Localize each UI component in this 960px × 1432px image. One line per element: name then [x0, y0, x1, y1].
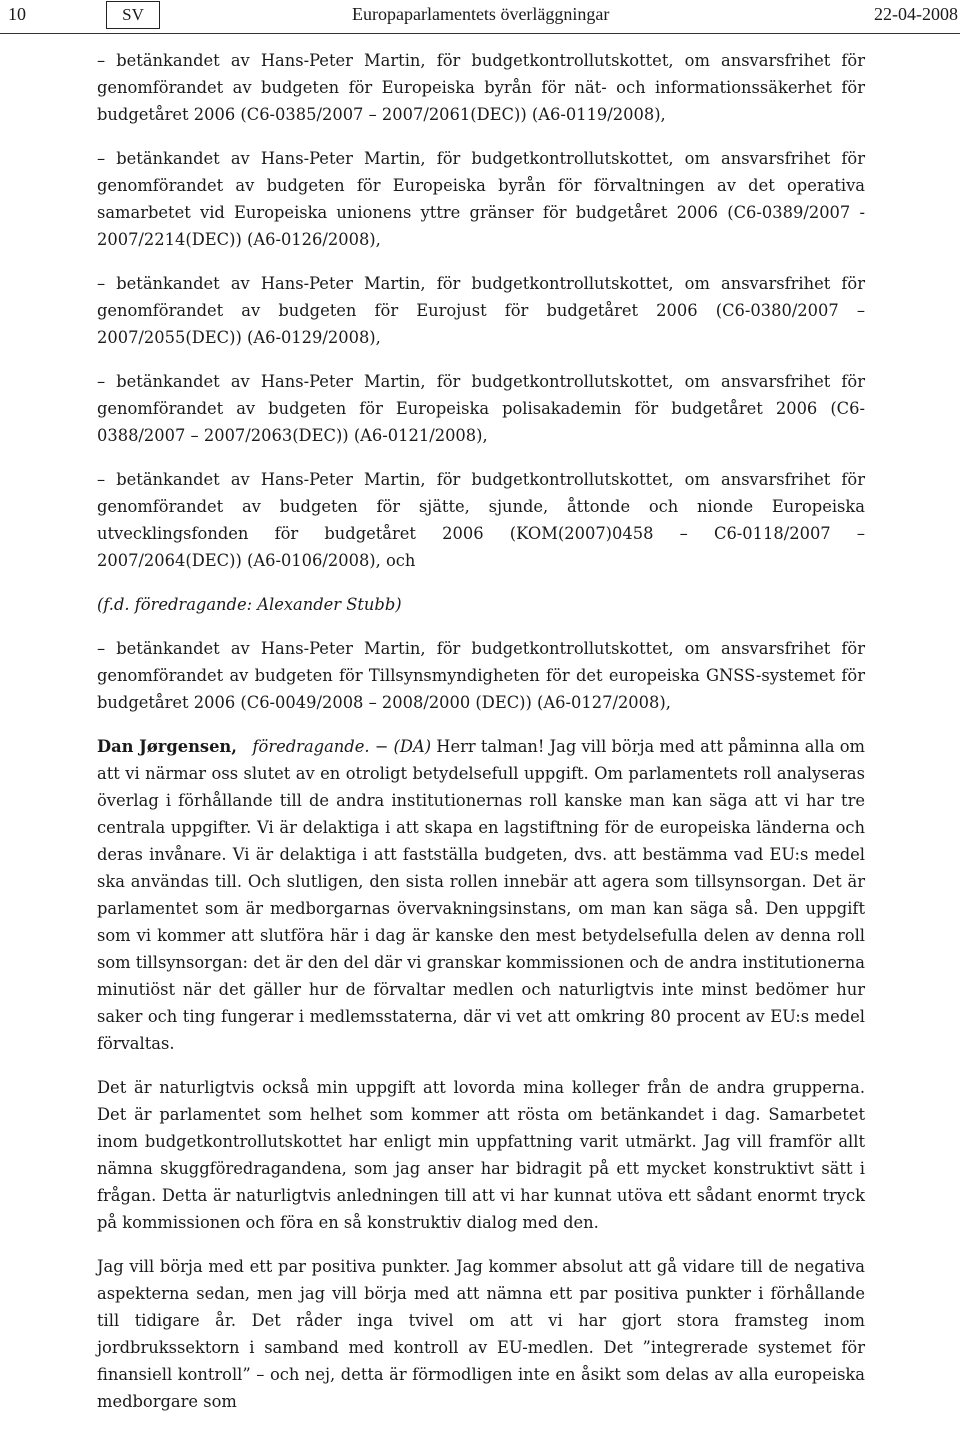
report-item: – betänkandet av Hans-Peter Martin, för budgetkontrollutskottet, om ansvarsfrihet för genomförandet av budgeten för Tillsynsmyndigheten för det europeiska GNSS-systemet för budgetåret 2006 (C6-0049/2008 – 2008/2000 (DEC)) (A6-0127/2008), [97, 639, 865, 712]
speech-paragraph: Det är naturligtvis också min uppgift att lovorda mina kolleger från de andra grupperna. Det är parlamentet som helhet som kommer att rösta om betänkandet i dag. Samarbetet inom budgetkontrollutskottet har enligt min uppfattning varit utmärkt. Jag vill framför allt nämna skuggföredragandena, som jag anser har bidragit på ett mycket konstruktivt sätt i frågan. Detta är naturligtvis anledningen till att vi har kunnat utöva ett sådant enormt tryck på kommissionen och föra en så konstruktiv dialog med den. [97, 1078, 865, 1232]
speech-opening-paragraph [97, 733, 865, 1057]
speech-dash: − [374, 737, 389, 756]
previous-rapporteur-note: (f.d. föredragande: Alexander Stubb) [97, 595, 402, 614]
speaker-role: föredragande. [252, 737, 370, 756]
report-item: – betänkandet av Hans-Peter Martin, för budgetkontrollutskottet, om ansvarsfrihet för genomförandet av budgeten för Europeiska byrån för nät- och informationssäkerhet för budgetåret 2006 (C6-0385/2007 – 2007/2061(DEC)) (A6-0119/2008), [97, 51, 865, 124]
speech-text: Herr talman! Jag vill börja med att påminna alla om att vi närmar oss slutet av en otroligt betydelsefull uppgift. Om parlamentets roll analyseras överlag i förhållande till de andra institutionernas roll kanske man kan säga att vi har tre centrala uppgifter. Vi är delaktiga i att skapa en lagstiftning för de europeiska länderna och deras invånare. Vi är delaktiga i att fastställa budgeten, dvs. att bestämma vad EU:s medel ska användas till. Och slutligen, den sista rollen innebär att agera som tillsynsorgan. Det är parlamentet som är medborgarnas övervakningsinstans, om man kan säga så. Den uppgift som vi kommer att slutföra här i dag är kanske den mest betydelsefulla delen av denna roll som tillsynsorgan: det är den del där vi granskar kommissionen och de andra institutionerna minutiöst när det gäller hur de förvaltar medlen och naturligtvis inte minst bedömer hur saker och ting fungerar i medlemsstaterna, där vi vet att omkring 80 procent av EU:s medel förvaltas. [97, 737, 865, 1053]
speech-language: (DA) [393, 737, 432, 756]
page-number: 10 [8, 4, 26, 24]
report-item: – betänkandet av Hans-Peter Martin, för budgetkontrollutskottet, om ansvarsfrihet för genomförandet av budgeten för Eurojust för budgetåret 2006 (C6-0380/2007 – 2007/2055(DEC)) (A6-0129/2008), [97, 274, 865, 347]
page-body [97, 47, 865, 1432]
speech-paragraph: Jag vill börja med ett par positiva punkter. Jag kommer absolut att gå vidare till de negativa aspekterna sedan, men jag vill börja med att nämna ett par positiva punkter i förhållande till tidigare år. Det råder inga tvivel om att vi har gjort stora framsteg inom jordbrukssektorn i samband med kontroll av EU-medlen. Det ”integrerade systemet för finansiell kontroll” – och nej, detta är förmodligen inte en åsikt som delas av alla europeiska medborgare som [97, 1257, 865, 1411]
language-code-box: SV [106, 1, 160, 29]
publication-date: 22-04-2008 [874, 4, 958, 24]
speaker-name: Dan Jørgensen, [97, 737, 237, 756]
publication-title: Europaparlamentets överläggningar [352, 4, 610, 24]
report-item: – betänkandet av Hans-Peter Martin, för budgetkontrollutskottet, om ansvarsfrihet för genomförandet av budgeten för sjätte, sjunde, åttonde och nionde Europeiska utvecklingsfonden för budgetåret 2006 (KOM(2007)0458 – C6-0118/2007 – 2007/2064(DEC)) (A6-0106/2008), och [97, 470, 865, 570]
report-item: – betänkandet av Hans-Peter Martin, för budgetkontrollutskottet, om ansvarsfrihet för genomförandet av budgeten för Europeiska polisakademin för budgetåret 2006 (C6-0388/2007 – 2007/2063(DEC)) (A6-0121/2008), [97, 372, 865, 445]
page-header [0, 0, 960, 32]
report-item: – betänkandet av Hans-Peter Martin, för budgetkontrollutskottet, om ansvarsfrihet för genomförandet av budgeten för Europeiska byrån för förvaltningen av det operativa samarbetet vid Europeiska unionens yttre gränser för budgetåret 2006 (C6-0389/2007 - 2007/2214(DEC)) (A6-0126/2008), [97, 149, 865, 249]
header-rule [0, 33, 960, 34]
